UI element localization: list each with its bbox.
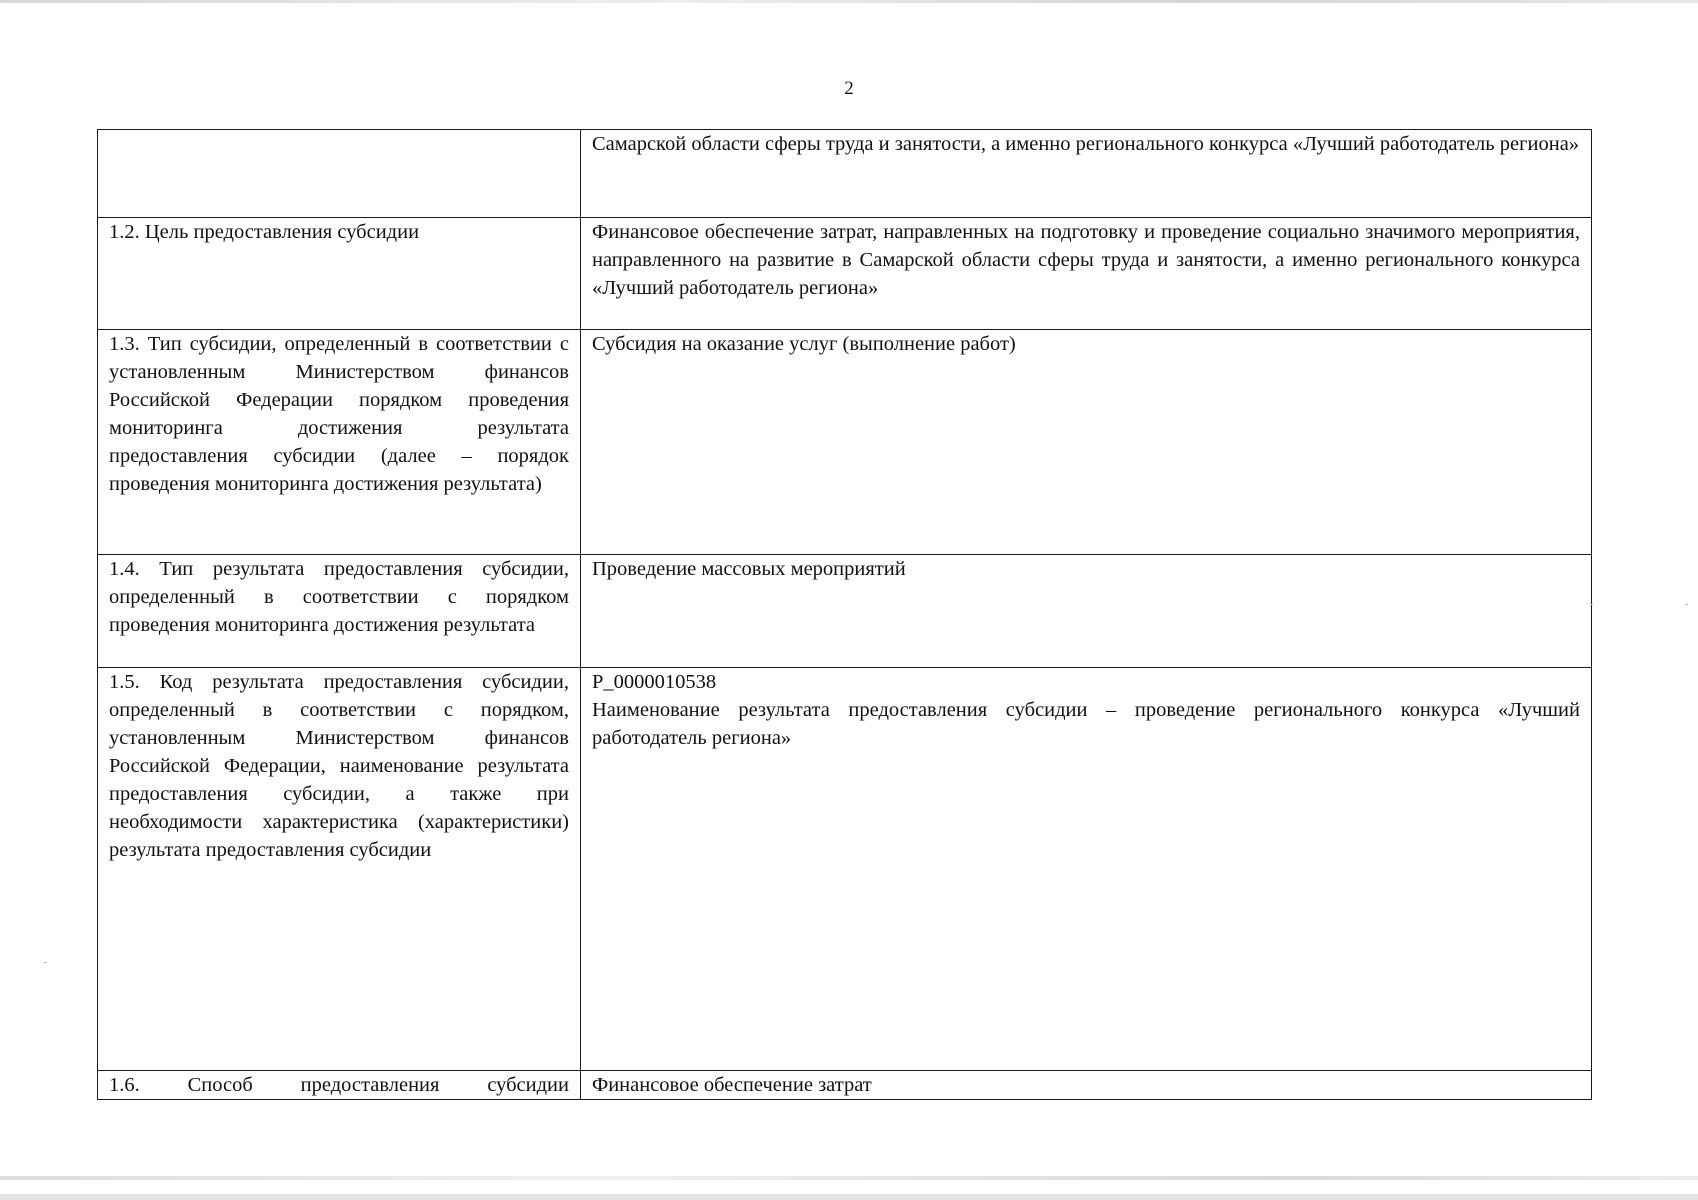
scan-artifact: [44, 962, 47, 963]
page-number: 2: [844, 78, 854, 99]
scan-artifact: [1685, 604, 1688, 605]
scan-edge-bottom-band: [0, 1194, 1698, 1200]
row-value: [581, 130, 1592, 218]
scan-edge-bottom: [0, 1176, 1698, 1180]
scan-edge-top: [0, 0, 1698, 3]
row-label-subsidy-type: 1.3. Тип субсидии, определенный в соответствии с установленным Министерством финансов Российской Федерации порядком проведения мониторинга достижения результата предоставления субсидии (далее – порядок проведения мониторинга достижения результата): [98, 330, 581, 555]
row-label-result-type: 1.4. Тип результата предоставления субсидии, определенный в соответствии с порядком проведения мониторинга достижения результата: [98, 555, 581, 668]
table-row: [98, 130, 1592, 218]
row-value-result-type: [581, 555, 1592, 668]
row-value-method: [581, 1071, 1592, 1100]
row-label: [98, 130, 581, 218]
result-name: Наименование результата предоставления субсидии – проведение регионального конкурса «Лучший работодатель региона»: [592, 699, 1580, 749]
row-value-text: Финансовое обеспечение затрат, направленных на подготовку и проведение социально значимого мероприятия, направленного на развитие в Самарской области сферы труда и занятости, а именно регионального конкурса «Лучший работодатель региона»: [592, 221, 1580, 299]
table-row: [98, 668, 1592, 1071]
row-value-purpose: [581, 218, 1592, 330]
table-row: [98, 218, 1592, 330]
table-row: [98, 1071, 1592, 1100]
row-label-method: 1.6. Способ предоставления субсидии: [98, 1071, 581, 1100]
row-value-text: Финансовое обеспечение затрат: [592, 1074, 872, 1096]
row-value-text: Самарской области сферы труда и занятости, а именно регионального конкурса «Лучший работодатель региона»: [592, 133, 1580, 155]
row-value-text: Субсидия на оказание услуг (выполнение работ): [592, 333, 1016, 355]
row-value-result-code: [581, 668, 1592, 1071]
row-value-subsidy-type: [581, 330, 1592, 555]
subsidy-parameters-table: [97, 129, 1592, 1100]
result-code: P_0000010538: [592, 671, 717, 693]
row-label-purpose: 1.2. Цель предоставления субсидии: [98, 218, 581, 330]
scan-artifact: [1590, 604, 1593, 605]
table-row: [98, 555, 1592, 668]
row-label-result-code: 1.5. Код результата предоставления субсидии, определенный в соответствии с порядком, установленным Министерством финансов Российской Федерации, наименование результата предоставления субсидии, а также при необходимости характеристика (характеристики) результата предоставления субсидии: [98, 668, 581, 1071]
table-row: [98, 330, 1592, 555]
row-value-text: Проведение массовых мероприятий: [592, 558, 906, 580]
